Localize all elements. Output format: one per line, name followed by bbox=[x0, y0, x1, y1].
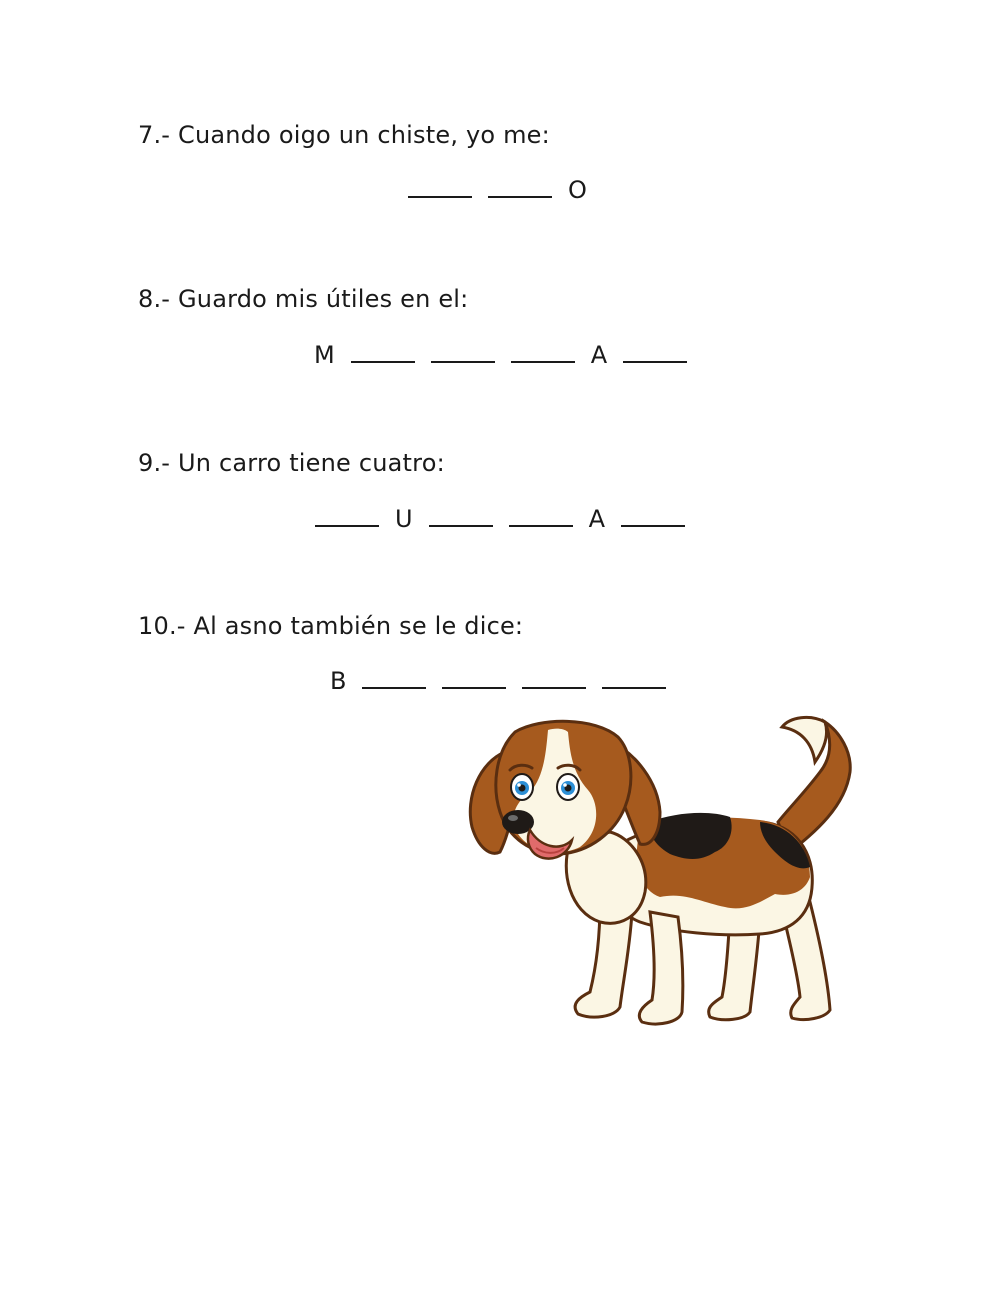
question-8-prompt: 8.- Guardo mis útiles en el: bbox=[138, 285, 469, 313]
dog-tail-tip bbox=[782, 717, 827, 762]
answer-gap bbox=[493, 504, 509, 534]
answer-gap bbox=[346, 666, 362, 696]
question-10-answer bbox=[330, 665, 666, 696]
answer-blank bbox=[315, 503, 379, 527]
answer-gap bbox=[607, 340, 623, 370]
beagle-dog-illustration bbox=[460, 712, 860, 1037]
answer-gap bbox=[586, 666, 602, 696]
question-8-answer bbox=[314, 339, 687, 370]
answer-blank bbox=[621, 503, 685, 527]
answer-gap bbox=[495, 340, 511, 370]
answer-blank bbox=[509, 503, 573, 527]
answer-gap bbox=[415, 340, 431, 370]
question-7-answer bbox=[408, 174, 587, 205]
answer-blank bbox=[488, 174, 552, 198]
answer-letter: A bbox=[590, 341, 608, 369]
answer-letter: U bbox=[395, 505, 413, 533]
answer-blank bbox=[442, 665, 506, 689]
answer-letter: B bbox=[330, 667, 347, 695]
answer-blank bbox=[429, 503, 493, 527]
answer-gap bbox=[472, 175, 488, 205]
answer-letter: O bbox=[568, 176, 587, 204]
answer-letter: A bbox=[588, 505, 605, 533]
answer-blank bbox=[431, 339, 495, 363]
answer-gap bbox=[379, 504, 395, 534]
answer-blank bbox=[362, 665, 426, 689]
dog-front-leg-right bbox=[639, 912, 682, 1024]
answer-blank bbox=[511, 339, 575, 363]
question-9-prompt: 9.- Un carro tiene cuatro: bbox=[138, 449, 445, 477]
answer-gap bbox=[573, 504, 589, 534]
answer-gap bbox=[575, 340, 591, 370]
answer-blank bbox=[522, 665, 586, 689]
answer-gap bbox=[506, 666, 522, 696]
question-10-prompt: 10.- Al asno también se le dice: bbox=[138, 612, 524, 640]
answer-blank bbox=[351, 339, 415, 363]
question-9-answer bbox=[315, 503, 685, 534]
answer-blank bbox=[408, 174, 472, 198]
answer-gap bbox=[605, 504, 621, 534]
answer-blank bbox=[623, 339, 687, 363]
question-7-prompt: 7.- Cuando oigo un chiste, yo me: bbox=[138, 121, 550, 149]
answer-blank bbox=[602, 665, 666, 689]
answer-gap bbox=[335, 340, 351, 370]
answer-gap bbox=[426, 666, 442, 696]
answer-gap bbox=[552, 175, 568, 205]
answer-letter: M bbox=[314, 341, 335, 369]
answer-gap bbox=[413, 504, 429, 534]
